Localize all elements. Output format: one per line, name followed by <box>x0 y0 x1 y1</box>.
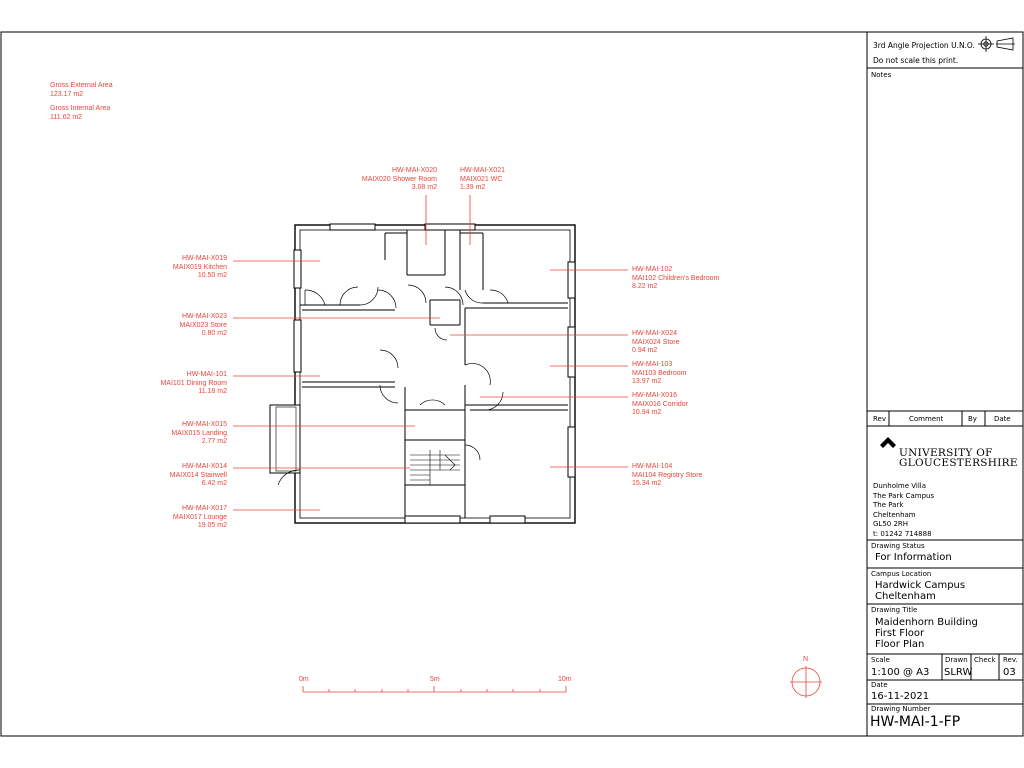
drawn-label: Drawn <box>945 656 968 664</box>
room-label <box>160 371 227 397</box>
room-name: MAIX019 Kitchen <box>172 263 227 271</box>
check-label: Check <box>974 656 996 664</box>
address-line: GL50 2RH <box>873 520 909 528</box>
drawing-title-label: Drawing Title <box>871 606 918 614</box>
room-id: HW-MAI-X023 <box>182 313 227 320</box>
address-line: The Park Campus <box>873 491 935 500</box>
room-area: 13.97 m2 <box>632 378 662 385</box>
projection-symbol-icon <box>978 36 1015 52</box>
room-name: MAI102 Children's Bedroom <box>632 274 720 282</box>
room-area: 10.94 m2 <box>632 409 662 416</box>
room-label <box>460 167 505 193</box>
date-label: Date <box>871 681 888 689</box>
room-id: HW-MAI-102 <box>632 266 673 273</box>
university-logo-icon <box>880 437 896 448</box>
north-label: N <box>803 656 809 663</box>
sheet-border <box>1 32 1023 736</box>
room-label <box>632 463 702 489</box>
room-area: 3.08 m2 <box>411 184 437 191</box>
room-id: HW-MAI-X021 <box>460 167 505 174</box>
room-label <box>171 421 227 447</box>
room-name: MAIX014 Stairwell <box>169 471 227 479</box>
drawing-number-value: HW-MAI-1-FP <box>870 714 961 730</box>
room-name: MAI101 Dining Room <box>160 379 227 387</box>
room-name: MAIX020 Shower Room <box>361 175 437 183</box>
scale-start-label: 0m <box>299 676 309 683</box>
room-label <box>632 361 686 387</box>
date-header: Date <box>994 415 1011 423</box>
title-line: First Floor <box>875 628 925 639</box>
scale-label: Scale <box>871 656 890 664</box>
notes-label: Notes <box>871 71 892 79</box>
room-label <box>632 330 679 356</box>
university-name <box>899 448 1018 468</box>
room-area: 15.34 m2 <box>632 480 662 487</box>
drawing-status-value: For Information <box>875 552 952 563</box>
title-line: Maidenhorn Building <box>875 617 978 628</box>
scale-mid-label: 5m <box>430 676 440 683</box>
drawing-title-value <box>875 617 978 650</box>
room-area: 19.05 m2 <box>197 522 227 529</box>
address-line: Dunholme Villa <box>873 482 927 490</box>
drawing-number-label: Drawing Number <box>871 705 931 713</box>
room-name: MAIX021 WC <box>460 175 503 183</box>
date-value: 16-11-2021 <box>871 691 930 702</box>
room-label <box>632 266 719 292</box>
room-area: 0.80 m2 <box>201 330 227 337</box>
address-line: The Park <box>873 501 904 509</box>
scale-value: 1:100 @ A3 <box>871 667 930 678</box>
campus-line: Hardwick Campus <box>875 580 966 591</box>
campus-location-label: Campus Location <box>871 570 932 578</box>
campus-line: Cheltenham <box>875 591 936 602</box>
room-id: HW-MAI-X024 <box>632 330 677 337</box>
room-label <box>180 313 227 339</box>
room-name: MAIX015 Landing <box>171 429 227 437</box>
room-area: 0.94 m2 <box>632 347 658 354</box>
gross-areas <box>50 82 113 122</box>
rev-header: Rev <box>873 415 886 423</box>
campus-location-value <box>875 580 965 602</box>
rev-value: 03 <box>1003 667 1016 678</box>
scale-bar <box>303 686 566 692</box>
room-id: HW-MAI-104 <box>632 463 673 470</box>
room-label <box>632 392 688 418</box>
by-header: By <box>968 415 977 423</box>
room-id: HW-MAI-X017 <box>182 505 227 512</box>
north-arrow-icon <box>790 666 822 698</box>
room-area: 1.39 m2 <box>460 184 486 191</box>
room-id: HW-MAI-X015 <box>182 421 227 428</box>
comment-header: Comment <box>909 415 944 423</box>
room-area: 8.22 m2 <box>632 283 658 290</box>
room-name: MAIX023 Store <box>179 321 227 329</box>
room-id: HW-MAI-103 <box>632 361 673 368</box>
room-name: MAIX016 Corridor <box>632 400 689 408</box>
university-line-2: GLOUCESTERSHIRE <box>899 457 1018 469</box>
room-name: MAI103 Bedroom <box>632 369 687 377</box>
room-name: MAIX024 Store <box>632 338 680 346</box>
address-line: Cheltenham <box>873 510 916 519</box>
room-id: HW-MAI-101 <box>186 371 227 378</box>
room-label <box>173 255 227 281</box>
room-label <box>170 463 227 489</box>
drawing-status-label: Drawing Status <box>871 542 925 550</box>
title-line: Floor Plan <box>875 639 925 650</box>
drawn-value: SLRW <box>944 667 973 678</box>
university-line-1: UNIVERSITY OF <box>899 447 993 459</box>
scale-end-label: 10m <box>558 676 572 683</box>
room-area: 6.42 m2 <box>201 480 227 487</box>
floor-plan <box>270 224 575 523</box>
rev-label: Rev. <box>1003 656 1018 664</box>
room-label <box>362 167 437 193</box>
room-name: MAI104 Registry Store <box>632 471 703 479</box>
room-id: HW-MAI-X016 <box>632 392 677 399</box>
gross-external-value: 123.17 m2 <box>50 90 84 98</box>
room-name: MAIX017 Lounge <box>172 513 227 521</box>
room-area: 10.50 m2 <box>197 272 227 279</box>
address-line: t: 01242 714888 <box>873 529 932 538</box>
address-block <box>873 482 934 539</box>
room-area: 2.77 m2 <box>201 438 227 445</box>
gross-internal-value: 111.62 m2 <box>50 113 83 121</box>
do-not-scale-note: Do not scale this print. <box>873 56 959 65</box>
room-area: 11.18 m2 <box>198 388 227 395</box>
room-id: HW-MAI-X014 <box>182 463 227 470</box>
projection-note: 3rd Angle Projection U.N.O. <box>873 41 975 50</box>
room-label <box>173 505 227 531</box>
room-id: HW-MAI-X019 <box>182 255 227 262</box>
room-id: HW-MAI-X020 <box>392 167 437 174</box>
gross-external-label: Gross External Area <box>50 82 113 89</box>
gross-internal-label: Gross Internal Area <box>50 105 111 112</box>
